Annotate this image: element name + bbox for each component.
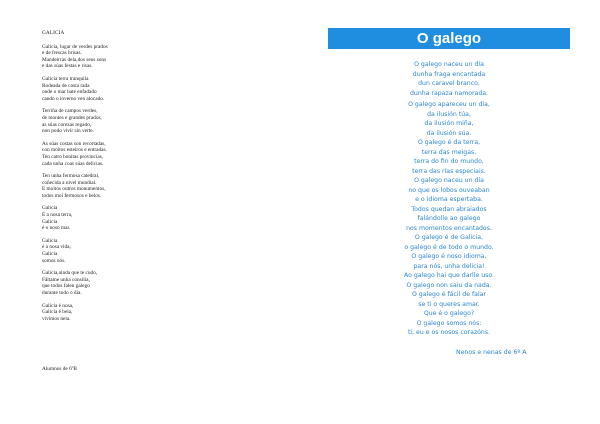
left-poem-line: onde o mar bate enfadado xyxy=(42,89,97,96)
left-poem-title: GALICIA xyxy=(42,30,65,36)
left-stanza xyxy=(42,303,262,323)
left-poem-line: e de frescas brisas. xyxy=(42,50,82,57)
poem-line: dunha fraga encantada xyxy=(412,70,486,78)
left-poem-line: As súas costas son recortadas, xyxy=(42,140,106,147)
left-poem-line: Galicia é bela, xyxy=(42,309,73,316)
left-poem-line: Fáltame unha consilia, xyxy=(42,276,90,283)
left-poem-line: Galicia terra tranquila xyxy=(42,75,89,82)
left-stanza xyxy=(42,76,262,102)
left-poem-line: Rodeada de costa rada xyxy=(42,82,90,89)
left-stanza xyxy=(42,270,262,296)
poem-line: Ao galego hai que darlle uso. xyxy=(403,272,495,279)
left-stanza xyxy=(42,108,262,134)
left-poem-line: somos nós. xyxy=(42,257,66,264)
left-poem-line: Galicia xyxy=(42,237,58,244)
left-poem xyxy=(42,30,262,328)
left-stanza xyxy=(42,141,262,167)
poem-line: se ti o queres amar. xyxy=(418,300,480,308)
poem-line: O galego non saiu da nada. xyxy=(406,281,492,289)
poem-title: O galego xyxy=(416,30,482,47)
poem-line: e o idioma espertaba. xyxy=(415,196,483,203)
poem-line: O galego apareceu un día, xyxy=(408,101,490,108)
left-poem-line: Galicia é nosa, xyxy=(42,302,74,309)
left-poem-line: cando o inverno ven alocado. xyxy=(42,95,105,102)
poem-line: terra das rías especiais. xyxy=(412,167,486,175)
left-poem-line: Galicia, lugar de verdes prados xyxy=(42,43,108,50)
poem-line: falándolle ao galego xyxy=(417,215,481,222)
left-poem-line: Galicia xyxy=(42,218,58,225)
poem-line: Que é o galego? xyxy=(423,310,475,317)
poem-line: da ilusión súa. xyxy=(426,129,472,137)
left-stanza xyxy=(42,205,262,231)
poem-line: dunha rapaza namorada. xyxy=(409,89,489,97)
left-poem-line: con moitos esteiros e entradas. xyxy=(42,147,107,154)
left-stanza xyxy=(42,173,262,199)
poem-line: O galego é noso idioma, xyxy=(411,253,487,260)
poem-line: da ilusión túa, xyxy=(427,110,471,118)
poem-line: nos momentos encantados. xyxy=(406,224,492,232)
left-page xyxy=(0,0,298,424)
left-poem-line: Mandeirras dela,dos seus sons xyxy=(42,56,107,63)
left-stanza xyxy=(42,238,262,264)
left-stanza xyxy=(42,44,262,70)
right-poem xyxy=(328,60,570,338)
left-poem-line: durante todo o día. xyxy=(42,290,82,296)
left-poem-line: é o noso mar. xyxy=(42,225,71,232)
left-poem-line: todos moi fermosos e belos. xyxy=(42,192,102,199)
left-poem-line: é a nosa vida, xyxy=(42,244,71,251)
left-poem-line: Galicia,ainda que te cudo, xyxy=(42,270,98,277)
poem-line: O galego naceu un día xyxy=(414,177,484,184)
poem-line: o galego é de todo o mundo. xyxy=(404,243,494,251)
poem-line: dun caravel branco, xyxy=(418,80,480,87)
poem-line: O galego é de Galicia, xyxy=(414,234,484,241)
left-poem-line: e das súas festas e risas. xyxy=(42,63,93,70)
left-poem-line: E moitos outros monumentos, xyxy=(42,186,106,193)
left-poem-line: Galicia xyxy=(42,205,58,212)
poem-line: no que os lobos ouveaban xyxy=(408,186,490,194)
title-banner xyxy=(328,28,570,49)
left-poem-line: non podo vivir sin verte. xyxy=(42,128,94,135)
poem-line: ti, eu e os nosos corazóns. xyxy=(407,329,491,336)
poem-line: Todos quedan abraiados xyxy=(411,205,487,213)
left-poem-line: Ten unha fermosa catedral, xyxy=(42,173,100,180)
poem-line: O galego somos nós: xyxy=(416,319,482,327)
left-poem-line: Ten catro bonitas provincias, xyxy=(42,153,104,160)
poem-line: O galego é fácil de falar xyxy=(411,291,487,298)
left-poem-line: Terriña de campos verdes, xyxy=(42,108,98,115)
poem-line: terra das meigas, xyxy=(421,148,477,156)
right-signature: Nenos e nenas de 6º A xyxy=(456,349,527,356)
left-poem-line: vivímos nela. xyxy=(42,315,71,322)
poem-line: da ilusión miña, xyxy=(424,120,474,127)
poem-line: terra do fin do mundo, xyxy=(414,158,484,165)
left-poem-line: as súas corezas regado, xyxy=(42,121,92,128)
left-poem-line: É a nosa terra, xyxy=(42,212,73,219)
left-poem-stanzas xyxy=(42,44,262,323)
left-signature: Alumnos de 6ºB xyxy=(42,366,77,372)
poem-line: para nós, unha delicia! xyxy=(413,262,485,270)
poem-line: O galego naceu un día xyxy=(414,61,484,68)
left-poem-line: cada unha coas súas delicias. xyxy=(42,160,104,167)
left-poem-line: que todos falen galego xyxy=(42,283,90,290)
left-poem-line: coñecida a nivel mundial. xyxy=(42,179,97,186)
left-poem-line: Galicia xyxy=(42,251,58,258)
poem-line: O galego é da terra, xyxy=(417,139,481,146)
left-poem-line: de montes e grandes prados, xyxy=(42,114,102,121)
